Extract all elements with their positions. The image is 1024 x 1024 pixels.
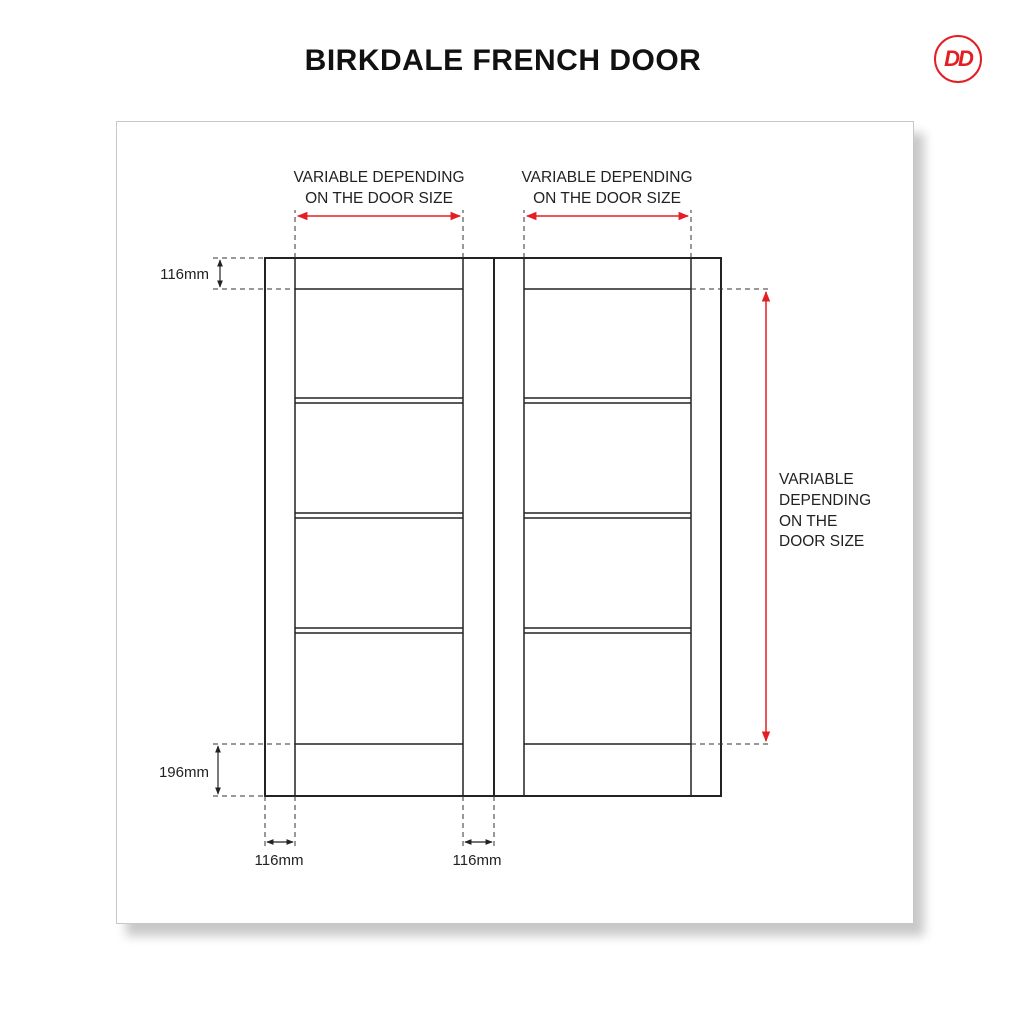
height-label-line3: ON THE: [779, 513, 838, 530]
top-rail-label: 116mm: [160, 266, 209, 283]
right-door-leaf: [494, 258, 721, 796]
bottom-rail-label: 196mm: [158, 764, 209, 781]
dd-logo-icon: DD: [934, 35, 982, 83]
left-width-label-line1: VARIABLE DEPENDING: [293, 169, 465, 186]
height-label-line2: DEPENDING: [779, 492, 872, 509]
left-leaf-outline: [265, 258, 494, 796]
meeting-stile-label: 116mm: [452, 852, 502, 869]
left-door-leaf: [265, 258, 494, 796]
page-title: BIRKDALE FRENCH DOOR: [304, 44, 702, 77]
right-leaf-outline: [494, 258, 721, 796]
height-label-line4: DOOR SIZE: [779, 533, 865, 550]
outer-stile-label: 116mm: [254, 852, 304, 869]
left-width-label-line2: ON THE DOOR SIZE: [305, 190, 453, 207]
right-width-label-line1: VARIABLE DEPENDING: [521, 169, 693, 186]
variable-dimensions: [298, 216, 766, 741]
extension-lines: [213, 210, 770, 848]
fixed-dimensions: [218, 260, 492, 842]
right-width-label-line2: ON THE DOOR SIZE: [533, 190, 681, 207]
height-label-line1: VARIABLE: [779, 471, 854, 488]
